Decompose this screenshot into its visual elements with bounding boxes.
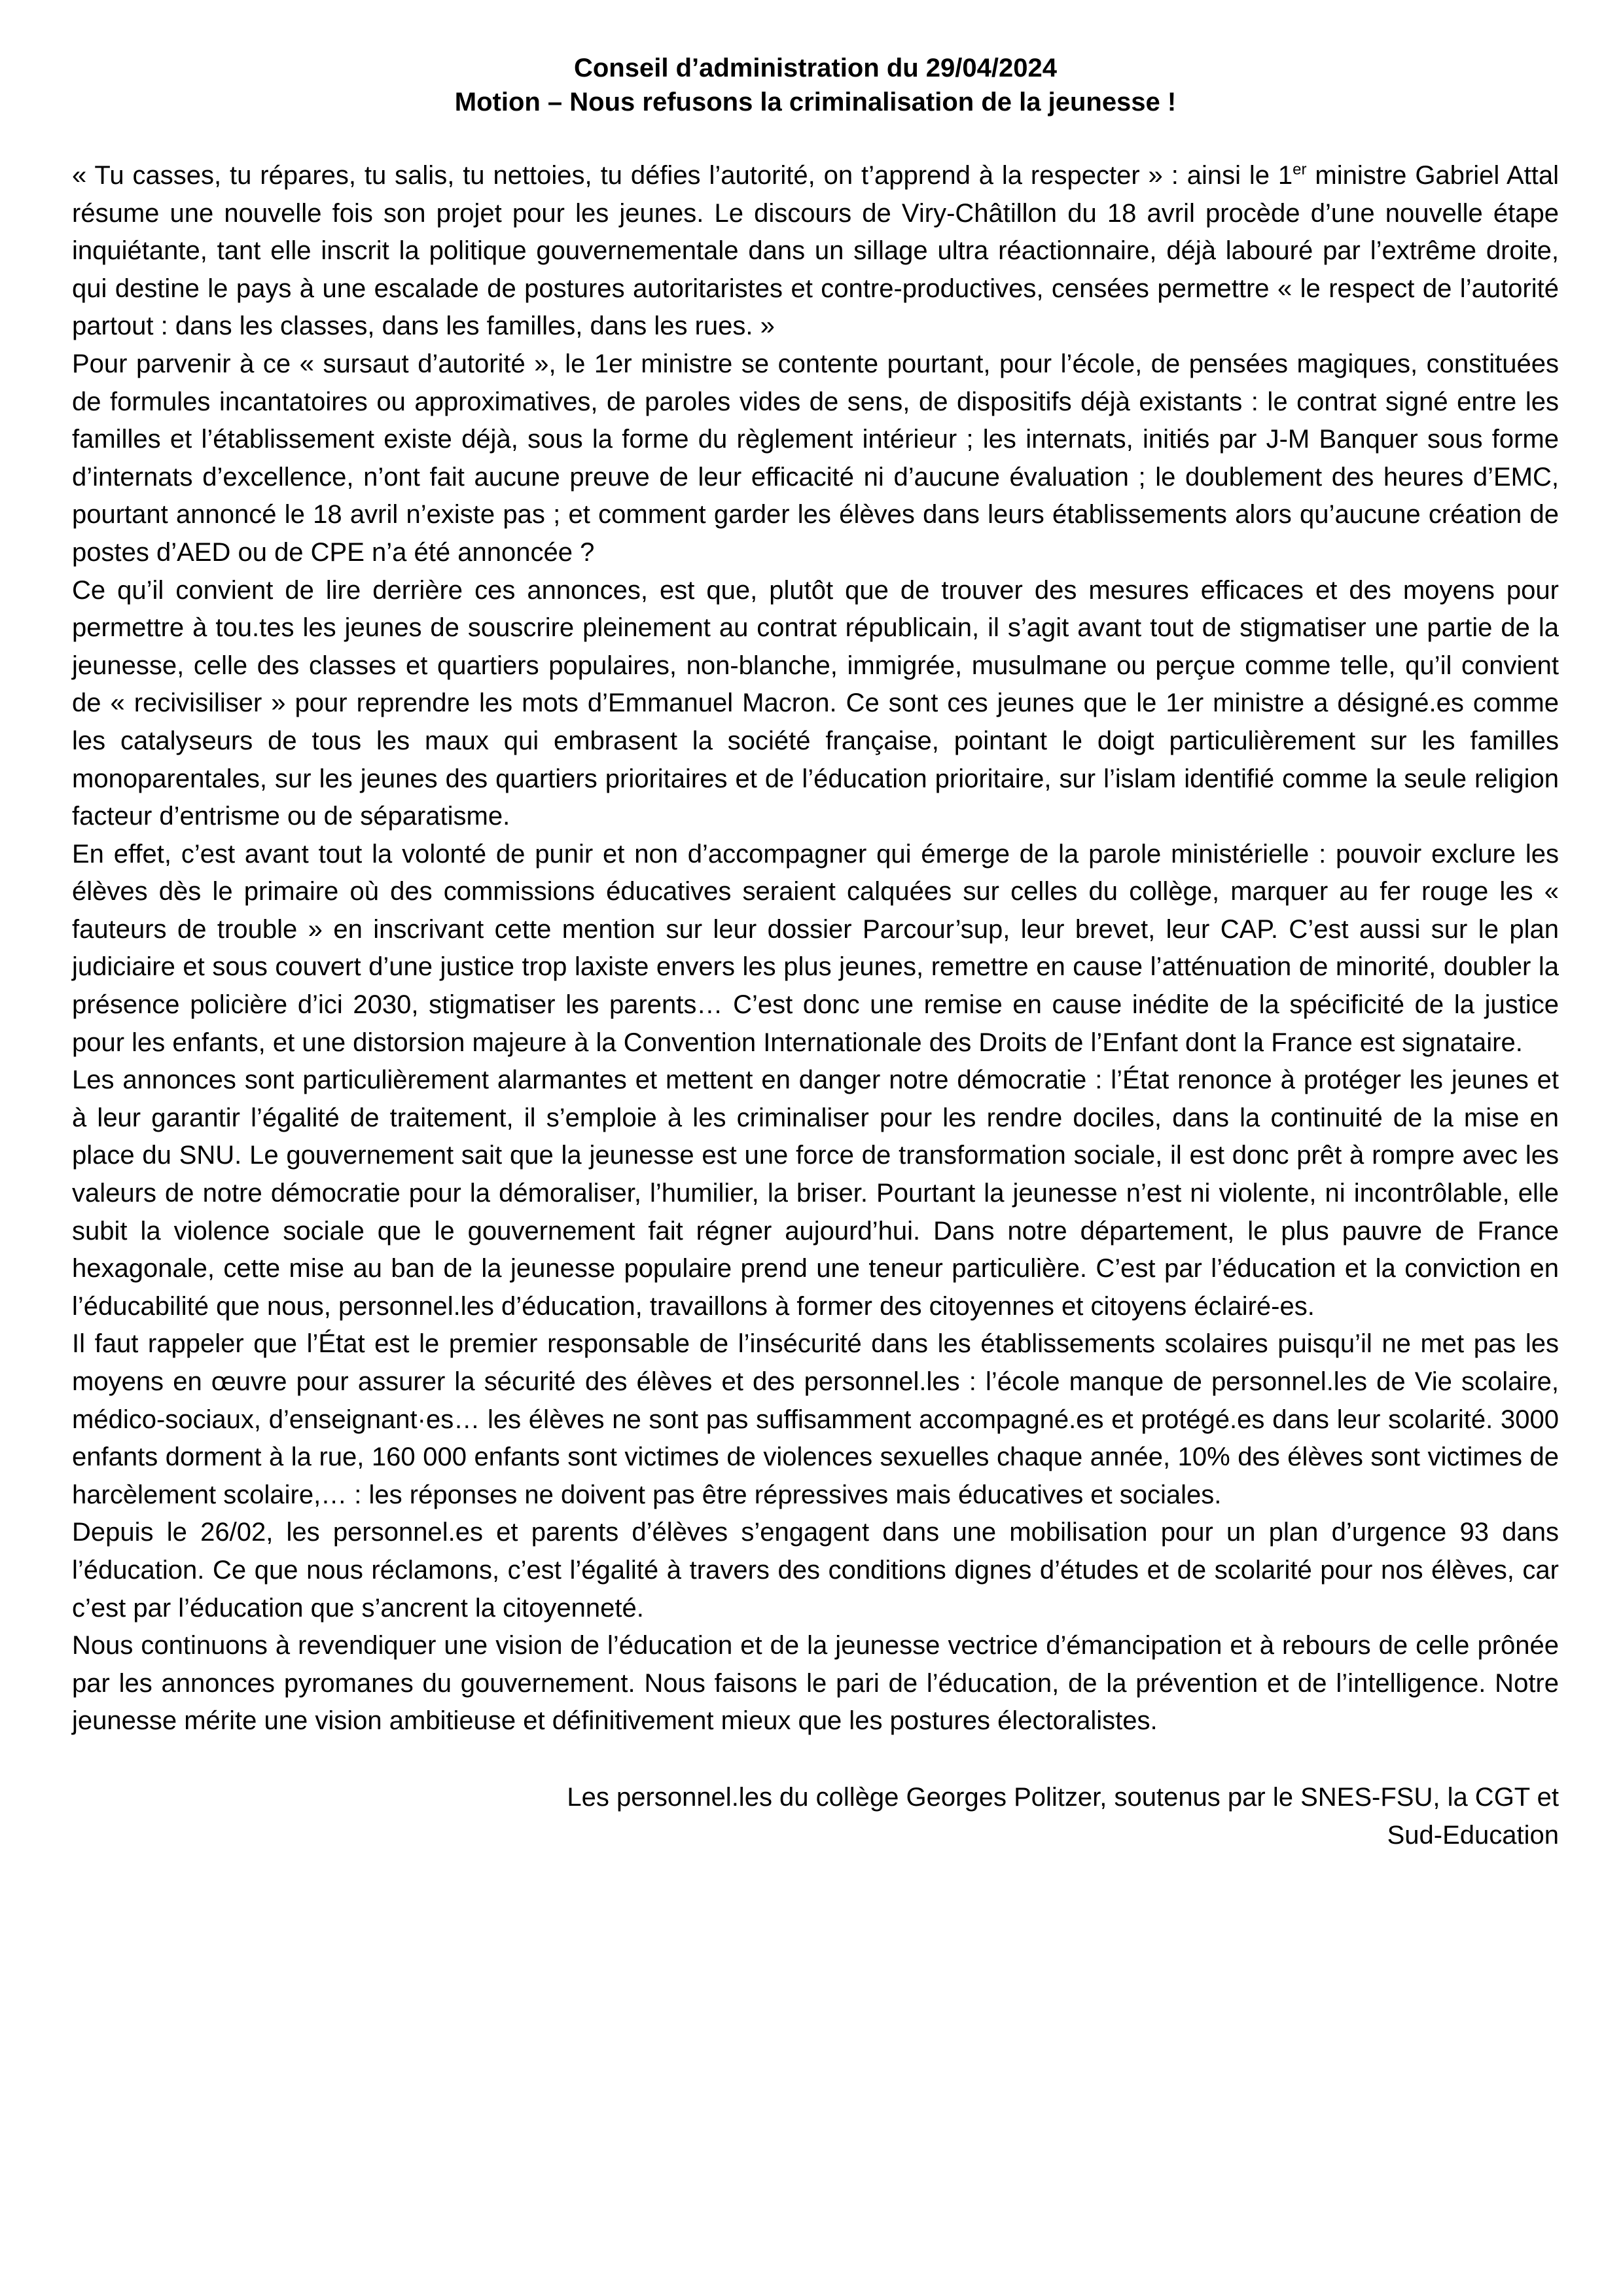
- document-header: [72, 51, 1559, 119]
- paragraph-8: Nous continuons à revendiquer une vision de l’éducation et de la jeunesse vectrice d’émancipation et à rebours de celle prônée par les annonces pyromanes du gouvernement. Nous faisons le pari de l’éducation, de la prévention et de l’intelligence. Notre jeunesse mérite une vision ambitieuse et définitivement mieux que les postures électoralistes.: [72, 1631, 1559, 1736]
- motion-body: [72, 157, 1559, 1740]
- document-page: [72, 51, 1559, 1854]
- signature-line: Sud-Education: [1387, 1820, 1559, 1850]
- paragraph-4: En effet, c’est avant tout la volonté de punir et non d’accompagner qui émerge de la parole ministérielle : pouvoir exclure les élèves dès le primaire où des commissions éducatives seraient calquées sur celles du collège, marquer au fer rouge les « fauteurs de trouble » en inscrivant cette mention sur leur dossier Parcour’sup, leur brevet, leur CAP. C’est aussi sur le plan judiciaire et sous couvert d’une justice trop laxiste envers les plus jeunes, remettre en cause l’atténuation de minorité, doubler la présence policière d’ici 2030, stigmatiser les parents… C’est donc une remise en cause inédite de la spécificité de la justice pour les enfants, et une distorsion majeure à la Convention Internationale des Droits de l’Enfant dont la France est signataire.: [72, 839, 1559, 1057]
- signature-block: [72, 1778, 1559, 1854]
- paragraph-6: Il faut rappeler que l’État est le premier responsable de l’insécurité dans les établissements scolaires puisqu’il ne met pas les moyens en œuvre pour assurer la sécurité des élèves et des personnel.les : l’école manque de personnel.les de Vie scolaire, médico-sociaux, d’enseignant·es… les élèves ne sont pas suffisamment accompagné.es et protégé.es dans leur scolarité. 3000 enfants dorment à la rue, 160 000 enfants sont victimes de violences sexuelles chaque année, 10% des élèves sont victimes de harcèlement scolaire,… : les réponses ne doivent pas être répressives mais éducatives et sociales.: [72, 1329, 1559, 1509]
- paragraph-5: Les annonces sont particulièrement alarmantes et mettent en danger notre démocratie : l’État renonce à protéger les jeunes et à leur garantir l’égalité de traitement, il s’emploie à les criminaliser pour les rendre dociles, dans la continuité de la mise en place du SNU. Le gouvernement sait que la jeunesse est une force de transformation sociale, il est donc prêt à rompre avec les valeurs de notre démocratie pour la démoraliser, l’humilier, la briser. Pourtant la jeunesse n’est ni violente, ni incontrôlable, elle subit la violence sociale que le gouvernement fait régner aujourd’hui. Dans notre département, le plus pauvre de France hexagonale, cette mise au ban de la jeunesse populaire prend une teneur particulière. C’est par l’éducation et la conviction en l’éducabilité que nous, personnel.les d’éducation, travaillons à former des citoyennes et citoyens éclairé-es.: [72, 1066, 1559, 1321]
- document-title: Conseil d’administration du 29/04/2024: [573, 54, 1057, 82]
- paragraph-1-text-end: ministre Gabriel Attal résume une nouvelle fois son projet pour les jeunes. Le discours de Viry-Châtillon du 18 avril procède d’une nouvelle étape inquiétante, tant elle inscrit la politique gouvernementale dans un sillage ultra réactionnaire, déjà labouré par l’extrême droite, qui destine le pays à une escalade de postures autoritaristes et contre-productives, censées permettre « le respect de l’autorité partout : dans les classes, dans les familles, dans les rues. »: [72, 161, 1559, 341]
- motion-title: Motion – Nous refusons la criminalisation de la jeunesse !: [454, 88, 1177, 117]
- paragraph-7: Depuis le 26/02, les personnel.es et parents d’élèves s’engagent dans une mobilisation pour un plan d’urgence 93 dans l’éducation. Ce que nous réclamons, c’est l’égalité à travers des conditions dignes d’études et de scolarité pour nos élèves, car c’est par l’éducation que s’ancrent la citoyenneté.: [72, 1518, 1559, 1623]
- paragraph-1-text-start: « Tu casses, tu répares, tu salis, tu nettoies, tu défies l’autorité, on t’apprend à la respecter » : ainsi le 1: [72, 161, 1293, 190]
- paragraph-1: [72, 157, 1559, 346]
- paragraph-3: Ce qu’il convient de lire derrière ces annonces, est que, plutôt que de trouver des mesures efficaces et des moyens pour permettre à tou.tes les jeunes de souscrire pleinement au contrat républicain, il s’agit avant tout de stigmatiser une partie de la jeunesse, celle des classes et quartiers populaires, non-blanche, immigrée, musulmane ou perçue comme telle, qu’il convient de « recivisiliser » pour reprendre les mots d’Emmanuel Macron. Ce sont ces jeunes que le 1er ministre a désigné.es comme les catalyseurs de tous les maux qui embrasent la société française, pointant le doigt particulièrement sur les familles monoparentales, sur les jeunes des quartiers prioritaires et de l’éducation prioritaire, sur l’islam identifié comme la seule religion facteur d’entrisme ou de séparatisme.: [72, 575, 1559, 831]
- signature-line: Les personnel.les du collège Georges Politzer, soutenus par le SNES-FSU, la CGT et: [567, 1782, 1559, 1812]
- ordinal-superscript: er: [1293, 160, 1307, 179]
- paragraph-2: Pour parvenir à ce « sursaut d’autorité », le 1er ministre se contente pourtant, pour l’école, de pensées magiques, constituées de formules incantatoires ou approximatives, de paroles vides de sens, de dispositifs déjà existants : le contrat signé entre les familles et l’établissement existe déjà, sous la forme du règlement intérieur ; les internats, initiés par J-M Banquer sous forme d’internats d’excellence, n’ont fait aucune preuve de leur efficacité ni d’aucune évaluation ; le doublement des heures d’EMC, pourtant annoncé le 18 avril n’existe pas ; et comment garder les élèves dans leurs établissements alors qu’aucune création de postes d’AED ou de CPE n’a été annoncée ?: [72, 349, 1559, 567]
